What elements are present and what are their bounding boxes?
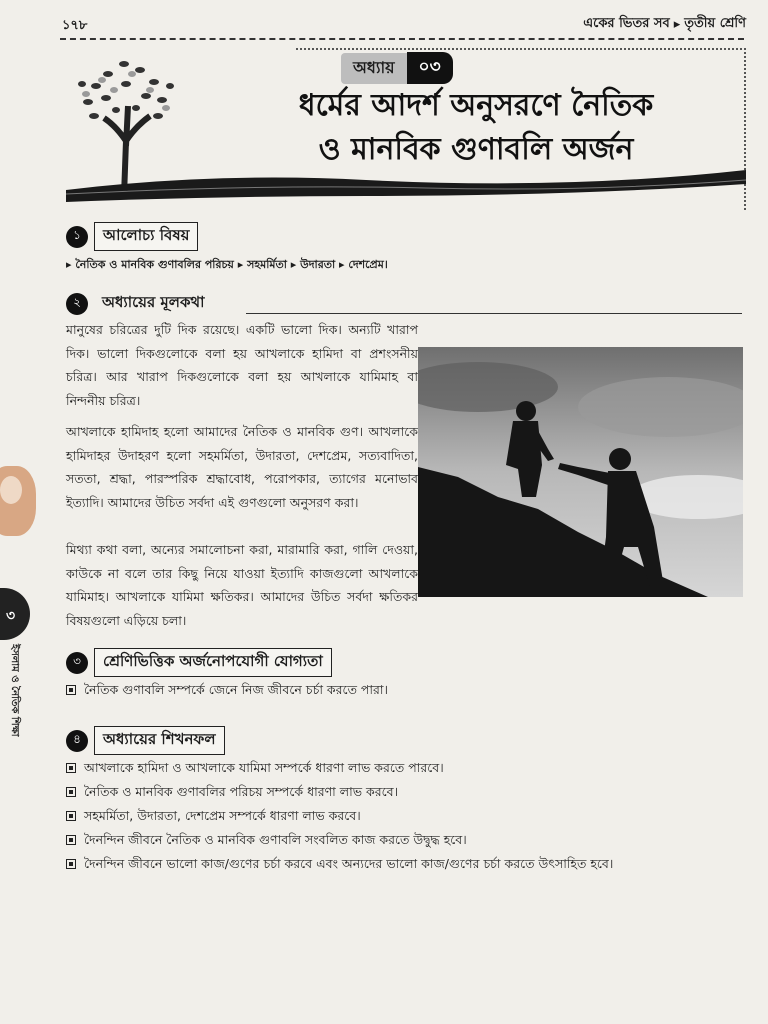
- topics-section-header: [66, 222, 198, 251]
- outcomes-title: অধ্যায়ের শিখনফল: [94, 726, 225, 755]
- list-item: [66, 852, 613, 876]
- chapter-label: অধ্যায়: [341, 53, 407, 84]
- section-number-icon: ৩: [66, 652, 88, 674]
- section-number-icon: ১: [66, 226, 88, 248]
- chapter-title-line-1: ধর্মের আদর্শ অনুসরণে নৈতিক: [298, 88, 654, 123]
- chapter-title-line-2: ও মানবিক গুণাবলি অর্জন: [318, 132, 634, 167]
- competency-title: শ্রেণিভিত্তিক অর্জনোপযোগী যোগ্যতা: [94, 648, 332, 677]
- separator-arrow: ▸: [673, 17, 681, 32]
- list-item-text: দৈনন্দিন জীবনে ভালো কাজ/গুণের চর্চা করবে এবং অন্যদের ভালো কাজ/গুণের চর্চা করতে উৎসাহিত হবে।: [84, 856, 614, 871]
- list-item: [66, 780, 613, 804]
- section-number-icon: ২: [66, 293, 88, 315]
- running-header: [583, 14, 746, 35]
- header-divider: [60, 38, 744, 40]
- checkbox-bullet-icon: [66, 787, 76, 797]
- summary-underline: [246, 313, 742, 314]
- spine-number: ৩: [6, 608, 16, 624]
- checkbox-bullet-icon: [66, 835, 76, 845]
- summary-title: অধ্যায়ের মূলকথা: [102, 293, 205, 311]
- summary-paragraph-3: মিথ্যা কথা বলা, অন্যের সমালোচনা করা, মারামারি করা, গালি দেওয়া, কাউকে না বলে তার কিছু নিয়ে যাওয়া ইত্যাদি কাজগুলো আখলাকে যামিমাহ। আখলাকে যামিমা ক্ষতিকর। আমাদের উচিত সর্বদা ক্ষতিকর বিষয়গুলো এড়িয়ে চলা।: [66, 542, 418, 628]
- book-spine-tab: [0, 588, 30, 748]
- list-item-text: নৈতিক ও মানবিক গুণাবলির পরিচয় সম্পর্কে ধারণা লাভ করবে।: [84, 784, 399, 799]
- checkbox-bullet-icon: [66, 763, 76, 773]
- helping-hand-photo: [418, 347, 743, 597]
- list-item-text: সহমর্মিতা, উদারতা, দেশপ্রেম সম্পর্কে ধারণা লাভ করবে।: [84, 808, 361, 823]
- list-item-text: নৈতিক গুণাবলি সম্পর্কে জেনে নিজ জীবনে চর্চা করতে পারা।: [84, 682, 389, 697]
- list-item: [66, 828, 613, 852]
- page-number: ১৭৮: [62, 18, 88, 33]
- checkbox-bullet-icon: [66, 685, 76, 695]
- list-item-text: দৈনন্দিন জীবনে নৈতিক ও মানবিক গুণাবলি সংবলিত কাজ করতে উদ্বুদ্ধ হবে।: [84, 832, 467, 847]
- outcomes-section-header: [66, 726, 225, 755]
- section-number-icon: ৪: [66, 730, 88, 752]
- class-name: তৃতীয় শ্রেণি: [684, 16, 746, 31]
- spine-number-tab: [0, 588, 30, 640]
- summary-section-header: [66, 290, 213, 317]
- list-item: [66, 678, 388, 702]
- book-title: একের ভিতর সব: [583, 16, 670, 31]
- topic-item: সহমর্মিতা: [247, 258, 287, 271]
- list-item: [66, 756, 613, 780]
- checkbox-bullet-icon: [66, 859, 76, 869]
- chapter-banner: [66, 44, 746, 204]
- list-item-text: আখলাকে হামিদা ও আখলাকে যামিমা সম্পর্কে ধারণা লাভ করতে পারবে।: [84, 760, 444, 775]
- competency-list: [66, 678, 388, 702]
- thumb: [0, 466, 36, 536]
- chapter-number: ০৩: [407, 52, 453, 84]
- spine-text: ইসলাম ও নৈতিক শিক্ষা: [9, 644, 20, 737]
- topics-title: আলোচ্য বিষয়: [94, 222, 198, 251]
- summary-paragraph-2: আখলাকে হামিদাহ হলো আমাদের নৈতিক ও মানবিক গুণ। আখলাকে হামিদাহর উদাহরণ হলো সহমর্মিতা, উদারতা, দেশপ্রেম, সত্যবাদিতা, সততা, শ্রদ্ধা, পারস্পরিক শ্রদ্ধাবোধ, পরোপকার, ত্যাগের মনোভাব ইত্যাদি। আমাদের উচিত সর্বদা এই গুণগুলো অনুসরণ করা।: [66, 424, 418, 510]
- topic-item: উদারতা: [300, 258, 336, 271]
- competency-section-header: [66, 648, 332, 677]
- chapter-title: [226, 84, 726, 172]
- topic-item: নৈতিক ও মানবিক গুণাবলির পরিচয়: [75, 258, 234, 271]
- summary-paragraph-1: মানুষের চরিত্রের দুটি দিক রয়েছে। একটি ভালো দিক। অন্যটি খারাপ দিক। ভালো দিকগুলোকে বলা হয় আখলাকে হামিদা বা প্রশংসনীয় চরিত্র। আর খারাপ দিকগুলোকে বলা হয় আখলাকে যামিমাহ বা নিন্দনীয় চরিত্র।: [66, 322, 418, 408]
- chapter-tag: [341, 52, 453, 84]
- topic-item: দেশপ্রেম।: [348, 258, 388, 271]
- list-item: [66, 804, 613, 828]
- hill-decoration: [66, 162, 746, 202]
- outcomes-list: [66, 756, 613, 876]
- topics-list: ▸ নৈতিক ও মানবিক গুণাবলির পরিচয় ▸ সহমর্মিতা ▸ উদারতা ▸ দেশপ্রেম।: [66, 258, 388, 271]
- checkbox-bullet-icon: [66, 811, 76, 821]
